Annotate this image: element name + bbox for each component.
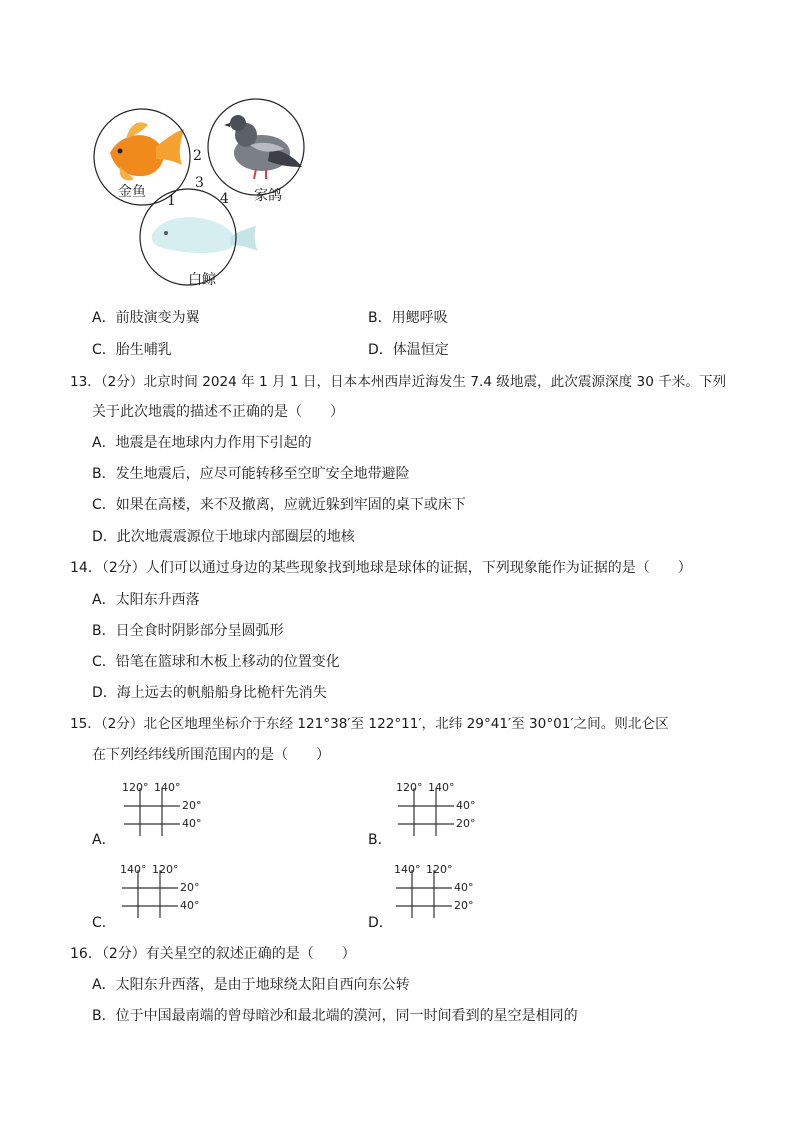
q16-stem: 16．（2分）有关星空的叙述正确的是（ ） (70, 946, 356, 962)
label-whale: 白鲸 (188, 272, 216, 288)
q15-option-c-grid (116, 860, 216, 924)
q15-option-d-letter: D． (368, 915, 393, 931)
b-right-bottom: 20° (456, 817, 476, 830)
q14-option-c: C．铅笔在篮球和木板上移动的位置变化 (92, 654, 340, 670)
region-3: 3 (195, 175, 204, 191)
q14-option-a: A．太阳东升西落 (92, 592, 200, 608)
pigeon-image (224, 115, 302, 179)
q13-option-a: A．地震是在地球内力作用下引起的 (92, 435, 312, 451)
c-top-right: 120° (152, 863, 179, 876)
c-right-top: 20° (180, 881, 200, 894)
region-2: 2 (193, 148, 202, 164)
q13-option-b: B．发生地震后，应尽可能转移至空旷安全地带避险 (92, 466, 410, 482)
q16-option-b: B．位于中国最南端的曾母暗沙和最北端的漠河，同一时间看到的星空是相同的 (92, 1008, 578, 1024)
q13-stem-line1: 13．（2分）北京时间 2024 年 1 月 1 日，日本本州西岸近海发生 7.4 级地震，此次震源深度 30 千米。下列 (70, 374, 727, 390)
q16-option-a: A．太阳东升西落，是由于地球绕太阳自西向东公转 (92, 977, 410, 993)
q15-option-b-letter: B． (368, 832, 392, 848)
d-right-top: 40° (454, 881, 474, 894)
q12-option-d: D．体温恒定 (368, 342, 449, 358)
q15-option-d-grid (390, 860, 490, 924)
q13-option-c: C．如果在高楼，来不及撤离，应就近躲到牢固的桌下或床下 (92, 497, 466, 513)
q15-stem-line1: 15．（2分）北仑区地理坐标介于东经 121°38′至 122°11′，北纬 29°41′至 30°01′之间。则北仑区 (70, 716, 669, 732)
q13-stem-line2: 关于此次地震的描述不正确的是（ ） (92, 404, 344, 420)
label-goldfish: 金鱼 (118, 184, 146, 200)
label-pigeon: 家鸽 (254, 188, 282, 204)
b-top-right: 140° (428, 781, 455, 794)
c-top-left: 140° (120, 863, 147, 876)
a-right-top: 20° (182, 799, 202, 812)
region-1: 1 (167, 193, 176, 209)
q15-option-c-letter: C． (92, 915, 116, 931)
q12-option-b: B．用鳃呼吸 (368, 310, 448, 326)
q12-option-c: C．胎生哺乳 (92, 342, 172, 358)
b-right-top: 40° (456, 799, 476, 812)
venn-diagram (90, 95, 330, 295)
q15-option-a-letter: A． (92, 832, 116, 848)
beluga-image (152, 217, 258, 253)
b-top-left: 120° (396, 781, 423, 794)
q12-option-a: A．前肢演变为翼 (92, 310, 200, 326)
q14-stem: 14．（2分）人们可以通过身边的某些现象找到地球是球体的证据，下列现象能作为证据的是（ ） (70, 560, 692, 576)
a-top-left: 120° (122, 781, 149, 794)
q15-option-b-grid (392, 778, 492, 842)
q15-stem-line2: 在下列经纬线所围范围内的是（ ） (92, 747, 330, 763)
region-4: 4 (220, 191, 229, 207)
d-top-left: 140° (394, 863, 421, 876)
q13-option-d: D．此次地震震源位于地球内部圈层的地核 (92, 529, 355, 545)
d-top-right: 120° (426, 863, 453, 876)
goldfish-image (110, 122, 184, 180)
a-right-bottom: 40° (182, 817, 202, 830)
q14-option-d: D．海上远去的帆船船身比桅杆先消失 (92, 685, 327, 701)
c-right-bottom: 40° (180, 899, 200, 912)
a-top-right: 140° (154, 781, 181, 794)
d-right-bottom: 20° (454, 899, 474, 912)
q15-option-a-grid (118, 778, 218, 842)
q14-option-b: B．日全食时阴影部分呈圆弧形 (92, 623, 284, 639)
